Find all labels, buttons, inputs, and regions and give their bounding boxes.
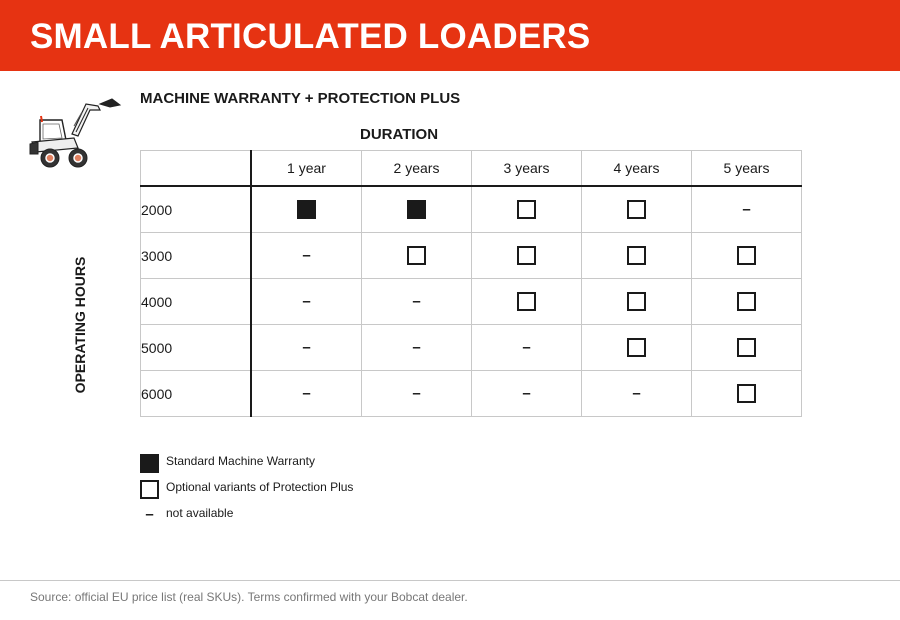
dash-icon: – <box>145 506 154 523</box>
legend-label: Standard Machine Warranty <box>166 454 315 468</box>
warranty-table <box>140 150 802 417</box>
corner-cell <box>141 151 252 187</box>
empty-square-icon <box>627 200 646 219</box>
dash-icon: – <box>522 339 531 356</box>
page-header <box>0 0 900 71</box>
dash-icon: – <box>302 385 311 402</box>
empty-square-icon <box>517 246 536 265</box>
table-row <box>141 279 802 325</box>
row-label-hours: 2000 <box>141 186 252 233</box>
dash-icon: – <box>302 293 311 310</box>
table-cell <box>251 371 362 417</box>
table-cell <box>362 279 472 325</box>
table-cell <box>472 279 582 325</box>
table-cell <box>251 279 362 325</box>
dash-icon: – <box>742 201 751 218</box>
page-title: SMALL ARTICULATED LOADERS <box>30 17 591 56</box>
filled-square-icon <box>407 200 426 219</box>
row-label-hours: 5000 <box>141 325 252 371</box>
legend-label: Optional variants of Protection Plus <box>166 480 354 494</box>
filled-square-icon <box>297 200 316 219</box>
articulated-loader-icon <box>28 96 122 170</box>
table-body <box>141 186 802 417</box>
table-cell <box>362 371 472 417</box>
table-row <box>141 186 802 233</box>
table-row <box>141 233 802 279</box>
empty-square-icon <box>737 384 756 403</box>
duration-axis-label: DURATION <box>360 126 439 143</box>
dash-icon: – <box>412 385 421 402</box>
table-cell <box>251 325 362 371</box>
footer-divider <box>0 580 900 581</box>
empty-square-icon <box>407 246 426 265</box>
empty-square-icon <box>517 292 536 311</box>
operating-hours-axis <box>70 250 90 400</box>
table-cell <box>692 233 802 279</box>
table-cell <box>692 371 802 417</box>
legend-label: not available <box>166 506 234 520</box>
table-cell <box>582 233 692 279</box>
empty-square-icon <box>627 292 646 311</box>
table-cell <box>582 279 692 325</box>
table-cell <box>251 233 362 279</box>
table-cell <box>692 325 802 371</box>
table-cell <box>692 279 802 325</box>
dash-icon: – <box>302 339 311 356</box>
table-cell <box>362 233 472 279</box>
table-cell <box>472 371 582 417</box>
table-row <box>141 325 802 371</box>
table-cell <box>472 325 582 371</box>
table-cell <box>582 371 692 417</box>
empty-square-icon <box>627 246 646 265</box>
table-cell <box>362 186 472 233</box>
column-header: 4 years <box>582 151 692 187</box>
table-cell <box>472 186 582 233</box>
row-label-hours: 3000 <box>141 233 252 279</box>
table-row <box>141 371 802 417</box>
empty-square-icon <box>737 292 756 311</box>
table-cell <box>472 233 582 279</box>
row-label-hours: 4000 <box>141 279 252 325</box>
operating-hours-label: OPERATING HOURS <box>72 256 88 394</box>
table-cell <box>582 325 692 371</box>
table-subtitle: MACHINE WARRANTY + PROTECTION PLUS <box>140 90 461 107</box>
empty-square-icon <box>140 480 159 499</box>
dash-icon: – <box>412 339 421 356</box>
table-cell <box>692 186 802 233</box>
dash-icon: – <box>522 385 531 402</box>
empty-square-icon <box>737 246 756 265</box>
filled-square-icon <box>140 454 159 473</box>
dash-icon: – <box>302 247 311 264</box>
column-header: 3 years <box>472 151 582 187</box>
table-cell <box>251 186 362 233</box>
dash-icon: – <box>412 293 421 310</box>
row-label-hours: 6000 <box>141 371 252 417</box>
table-cell <box>582 186 692 233</box>
column-header: 1 year <box>251 151 362 187</box>
header-row <box>141 151 802 187</box>
column-header: 2 years <box>362 151 472 187</box>
empty-square-icon <box>737 338 756 357</box>
empty-square-icon <box>517 200 536 219</box>
source-note: Source: official EU price list (real SKUs). Terms confirmed with your Bobcat dealer. <box>30 590 468 604</box>
column-header: 5 years <box>692 151 802 187</box>
empty-square-icon <box>627 338 646 357</box>
table-cell <box>362 325 472 371</box>
dash-icon: – <box>632 385 641 402</box>
